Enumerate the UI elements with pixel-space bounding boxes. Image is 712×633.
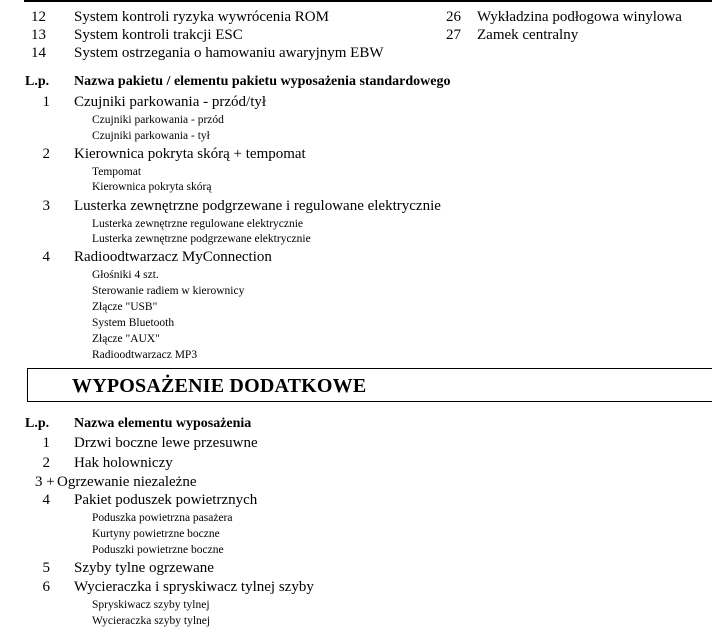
optional-item-number: 6 [42,579,50,595]
column-header-lp: L.p. [25,74,50,89]
package-sub-item: Złącze "AUX" [92,333,160,345]
package-label: Radioodtwarzacz MyConnection [74,249,272,265]
optional-section-banner [27,368,712,402]
optional-item-label: Drzwi boczne lewe przesuwne [74,435,258,451]
top-item-label: Zamek centralny [477,27,579,43]
optional-item-number: 4 [42,492,50,508]
top-item-number: 27 [446,27,461,43]
package-sub-item: Głośniki 4 szt. [92,269,159,281]
optional-sub-item: Wycieraczka szyby tylnej [92,615,211,627]
package-number: 4 [42,249,50,265]
top-item-number: 12 [31,9,46,25]
optional-item-label: Pakiet poduszek powietrznych [74,492,258,508]
package-sub-item: Kierownica pokryta skórą [92,181,212,193]
top-rule [24,0,712,2]
package-number: 2 [42,146,50,162]
optional-sub-item: Poduszki powietrzne boczne [92,544,224,556]
package-label: Czujniki parkowania - przód/tył [74,94,267,110]
optional-item-number: 3 + [35,474,55,490]
optional-item-number: 1 [42,435,50,451]
section-title: WYPOSAŻENIE DODATKOWE [72,375,367,397]
optional-sub-item: Poduszka powietrzna pasażera [92,512,233,524]
top-item-label: Wykładzina podłogowa winylowa [477,9,682,25]
top-item-label: System kontroli ryzyka wywrócenia ROM [74,9,329,25]
optional-sub-item: Spryskiwacz szyby tylnej [92,599,210,611]
top-item-label: System kontroli trakcji ESC [74,27,243,43]
optional-item-label: Ogrzewanie niezależne [57,474,197,490]
column-header-lp: L.p. [25,416,50,431]
package-sub-item: Radioodtwarzacz MP3 [92,349,198,361]
package-sub-item: Złącze "USB" [92,301,158,313]
package-sub-item: Lusterka zewnętrzne regulowane elektrycznie [92,218,304,230]
optional-item-label: Wycieraczka i spryskiwacz tylnej szyby [74,579,314,595]
optional-sub-item: Kurtyny powietrzne boczne [92,528,220,540]
package-sub-item: Sterowanie radiem w kierownicy [92,285,245,297]
column-header-title: Nazwa elementu wyposażenia [74,416,252,431]
top-item-number: 26 [446,9,461,25]
package-sub-item: Czujniki parkowania - przód [92,114,224,126]
package-number: 1 [42,94,50,110]
package-sub-item: System Bluetooth [92,317,175,329]
top-item-number: 14 [31,45,46,61]
package-label: Kierownica pokryta skórą + tempomat [74,146,306,162]
optional-item-number: 5 [42,560,50,576]
package-sub-item: Tempomat [92,166,142,178]
top-item-number: 13 [31,27,46,43]
optional-item-number: 2 [42,455,50,471]
column-header-title: Nazwa pakietu / elementu pakietu wyposażenia standardowego [74,74,451,89]
package-sub-item: Czujniki parkowania - tył [92,130,210,142]
optional-item-label: Szyby tylne ogrzewane [74,560,214,576]
package-label: Lusterka zewnętrzne podgrzewane i regulowane elektrycznie [74,198,441,214]
package-sub-item: Lusterka zewnętrzne podgrzewane elektrycznie [92,233,311,245]
top-item-label: System ostrzegania o hamowaniu awaryjnym EBW [74,45,384,61]
optional-item-label: Hak holowniczy [74,455,173,471]
package-number: 3 [42,198,50,214]
